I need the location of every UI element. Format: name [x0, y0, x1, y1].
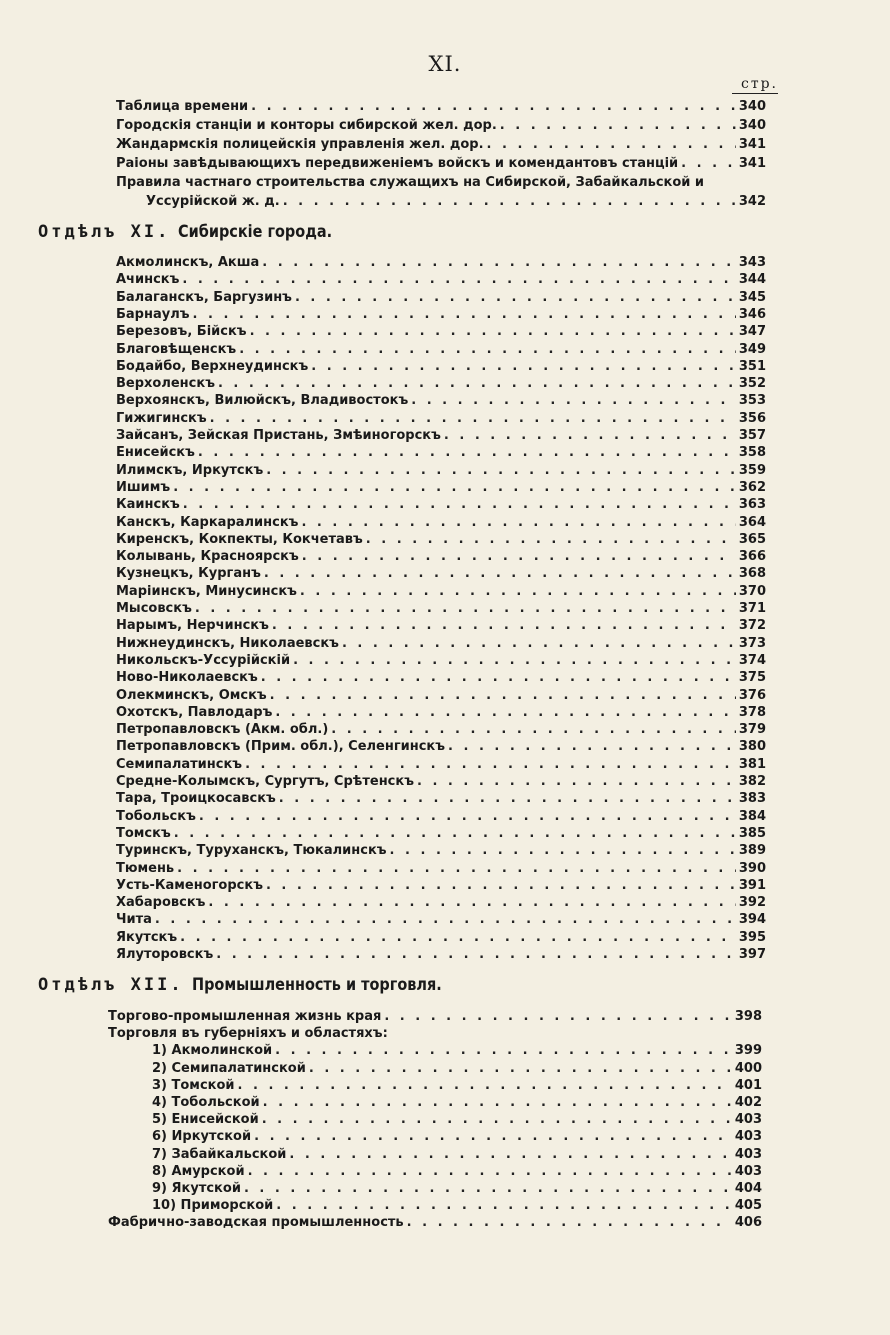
toc-entry-page: 399	[734, 1043, 762, 1059]
dot-leader	[254, 1128, 732, 1146]
toc-entry	[116, 687, 766, 705]
toc-entry	[116, 358, 766, 376]
toc-entry-page: 398	[734, 1009, 762, 1024]
toc-entry-page: 373	[738, 635, 766, 651]
toc-entry-title: Гижигинскъ	[116, 410, 207, 426]
toc-entry-title: Благовѣщенскъ	[116, 341, 237, 357]
dot-leader	[195, 600, 736, 618]
toc-entry-title: Якутскъ	[116, 929, 178, 945]
toc-entry	[116, 652, 766, 670]
toc-entry	[152, 1128, 762, 1146]
toc-entry-page: 403	[734, 1146, 762, 1162]
toc-entry	[116, 617, 766, 635]
toc-entry	[116, 756, 766, 774]
toc-entry	[152, 1163, 762, 1181]
toc-entry-page: 344	[738, 272, 766, 288]
toc-entry-page: 403	[734, 1129, 762, 1145]
toc-entry-title: Фабрично-заводская промышленность	[108, 1215, 404, 1231]
toc-entry-title: Ялуторовскъ	[116, 947, 214, 962]
toc-entry-title: Киренскъ, Кокпекты, Кокчетавъ	[116, 531, 363, 547]
toc-entry	[116, 704, 766, 722]
dot-leader	[216, 946, 736, 964]
dot-leader	[681, 155, 736, 173]
toc-entry-title: Средне-Колымскъ, Сургутъ, Срѣтенскъ	[116, 774, 414, 789]
toc-entry-title: Туринскъ, Туруханскъ, Тюкалинскъ	[116, 843, 387, 859]
dot-leader	[218, 375, 736, 393]
toc-entry-title: Таблица времени	[116, 99, 249, 114]
section-11-title: Сибирскіе города.	[178, 222, 333, 242]
toc-entry-title: Тюмень	[116, 860, 175, 876]
toc-entry	[116, 117, 766, 135]
dot-leader	[182, 271, 735, 289]
dot-leader	[309, 1060, 732, 1078]
toc-entry-title: Ишимъ	[116, 479, 171, 495]
toc-entry-title: Тобольскъ	[116, 808, 196, 824]
toc-entry-title: Торговля въ губерніяхъ и областяхъ:	[108, 1026, 388, 1042]
toc-entry-title: Никольскъ-Уссурійскій	[116, 652, 291, 668]
toc-entry	[116, 306, 766, 324]
toc-entry-page: 366	[738, 549, 766, 565]
toc-entry-title: 8) Амурской	[152, 1163, 245, 1179]
dot-leader	[210, 410, 736, 428]
toc-entry-title: Акмолинскъ, Акша	[116, 255, 260, 270]
toc-entry	[116, 392, 766, 410]
toc-entry	[116, 669, 766, 687]
section-12-title: Промышленность и торговля.	[191, 975, 442, 995]
toc-entry-title: Охотскъ, Павлодаръ	[116, 704, 273, 720]
dot-leader	[266, 462, 736, 480]
toc-entry	[116, 531, 766, 549]
toc-entry-page: 343	[738, 255, 766, 270]
toc-entry	[116, 289, 766, 307]
toc-entry-title: Кузнецкъ, Курганъ	[116, 566, 261, 582]
toc-entry	[116, 825, 766, 843]
toc-entry-title: Семипалатинскъ	[116, 756, 243, 772]
toc-entry-page: 374	[738, 652, 766, 668]
toc-entry-title: Петропавловскъ (Акм. обл.)	[116, 722, 329, 738]
toc-entry	[116, 375, 766, 393]
toc-entry-page: 404	[734, 1181, 762, 1196]
toc-entry	[116, 790, 766, 808]
toc-entry-title: Жандармскія полицейскія управленія жел. дор.	[116, 137, 484, 152]
dot-leader	[331, 721, 736, 739]
toc-entry-title: Маріинскъ, Минусинскъ	[116, 583, 297, 599]
toc-entry	[116, 842, 766, 860]
toc-entry-page: 378	[738, 704, 766, 720]
toc-entry-title: Балаганскъ, Баргузинъ	[116, 289, 292, 305]
toc-entry	[116, 583, 766, 601]
dot-leader	[263, 1094, 732, 1112]
toc-entry-page: 341	[738, 156, 766, 171]
dot-leader	[251, 98, 736, 116]
toc-entry	[116, 548, 766, 566]
toc-entry-title: 4) Тобольской	[152, 1095, 260, 1110]
dot-leader	[198, 444, 736, 462]
toc-entry-page: 357	[738, 428, 766, 443]
toc-entry	[116, 929, 766, 947]
toc-entry-title: 9) Якутской	[152, 1181, 241, 1196]
toc-entry	[116, 860, 766, 878]
dot-leader	[444, 427, 736, 445]
toc-entry	[152, 1060, 762, 1078]
toc-entry	[116, 410, 766, 428]
toc-entry-page: 397	[738, 947, 766, 962]
toc-entry	[116, 946, 766, 964]
dot-leader	[250, 323, 736, 341]
toc-entry-page: 385	[738, 825, 766, 841]
toc-entry	[108, 1008, 762, 1026]
toc-entry-title: 10) Приморской	[152, 1198, 274, 1214]
toc-entry	[152, 1077, 762, 1095]
toc-entry	[152, 1042, 762, 1060]
toc-entry-page: 405	[734, 1198, 762, 1214]
toc-entry	[152, 1094, 762, 1112]
toc-entry-page: 363	[738, 497, 766, 513]
dot-leader	[177, 860, 736, 878]
toc-entry-page: 375	[738, 670, 766, 686]
toc-entry-page: 371	[738, 601, 766, 616]
section-11-label: Отдѣлъ XI.	[38, 222, 171, 242]
dot-leader	[244, 1180, 732, 1198]
toc-entry-page: 340	[738, 118, 766, 133]
toc-entry	[116, 894, 766, 912]
dot-leader	[411, 392, 736, 410]
toc-entry-page: 401	[734, 1077, 762, 1093]
toc-entry-title: Городскія станціи и конторы сибирской жел. дор.	[116, 118, 497, 133]
toc-entry-title: Правила частнаго строительства служащихъ на Сибирской, Забайкальской и	[116, 175, 705, 190]
dot-leader	[279, 790, 736, 808]
toc-entry-page: 365	[738, 531, 766, 547]
dot-leader	[199, 808, 736, 826]
toc-entry-title: Ново-Николаевскъ	[116, 670, 258, 686]
toc-entry	[116, 496, 766, 514]
toc-entry	[116, 341, 766, 359]
toc-entry	[116, 462, 766, 480]
dot-leader	[487, 136, 736, 154]
toc-entry	[116, 877, 766, 895]
toc-entry-title: 7) Забайкальской	[152, 1146, 287, 1162]
dot-leader	[155, 911, 736, 929]
toc-entry-title: Барнаулъ	[116, 306, 190, 322]
page-number: XI.	[428, 52, 462, 76]
dot-leader	[289, 1146, 731, 1164]
toc-entry-title: Бодайбо, Верхнеудинскъ	[116, 358, 309, 374]
toc-entry-page: 376	[738, 687, 766, 703]
toc-entry	[152, 1111, 762, 1129]
toc-entry-page: 391	[738, 877, 766, 893]
toc-entry-page: 390	[738, 860, 766, 876]
dot-leader	[270, 687, 736, 705]
toc-entry-title: 3) Томской	[152, 1077, 235, 1093]
toc-entry	[116, 427, 766, 445]
toc-entry-page: 341	[738, 137, 766, 152]
toc-entry	[116, 323, 766, 341]
toc-entry-title: Олекминскъ, Омскъ	[116, 687, 267, 703]
dot-leader	[266, 877, 736, 895]
section-12-heading	[38, 975, 485, 995]
toc-entry-page: 395	[738, 929, 766, 945]
toc-entry	[116, 738, 766, 756]
dot-leader	[283, 193, 736, 211]
toc-entry-title: Зайсанъ, Зейская Пристань, Змѣиногорскъ	[116, 428, 441, 443]
dot-leader	[275, 704, 736, 722]
dot-leader	[208, 894, 735, 912]
toc-entry	[116, 773, 766, 791]
toc-entry-title: 5) Енисейской	[152, 1112, 259, 1128]
toc-entry-title: Нижнеудинскъ, Николаевскъ	[116, 635, 339, 651]
toc-entry-page: 403	[734, 1163, 762, 1179]
dot-leader	[264, 565, 736, 583]
toc-entry	[116, 600, 766, 618]
toc-entry	[152, 1180, 762, 1198]
toc-entry-title: Каинскъ	[116, 497, 180, 513]
toc-entry-title: Березовъ, Бійскъ	[116, 324, 247, 340]
dot-leader	[293, 652, 736, 670]
dot-leader	[173, 479, 736, 497]
dot-leader	[238, 1077, 732, 1095]
toc-entry-page: 368	[738, 566, 766, 582]
toc-entry-page: 380	[738, 739, 766, 755]
dot-leader	[276, 1197, 732, 1215]
dot-leader	[180, 929, 736, 947]
toc-entry-page: 383	[738, 791, 766, 807]
toc-entry-title: Тара, Троицкосавскъ	[116, 791, 276, 807]
toc-entry	[146, 193, 766, 211]
toc-entry-title: Томскъ	[116, 825, 171, 841]
toc-entry-title: Нарымъ, Нерчинскъ	[116, 618, 269, 634]
dot-leader	[417, 773, 736, 791]
toc-entry-page: 352	[738, 376, 766, 392]
toc-entry-page: 392	[738, 895, 766, 911]
toc-entry-title: 2) Семипалатинской	[152, 1060, 306, 1076]
toc-entry-title: Торгово-промышленная жизнь края	[108, 1009, 382, 1024]
toc-entry	[108, 1025, 762, 1043]
dot-leader	[193, 306, 736, 324]
dot-leader	[407, 1214, 732, 1232]
toc-entry-page: 370	[738, 583, 766, 599]
toc-entry-title: Верхоленскъ	[116, 376, 215, 392]
toc-entry-title: 1) Акмолинской	[152, 1043, 273, 1059]
dot-leader	[302, 548, 736, 566]
toc-entry-page: 362	[738, 479, 766, 495]
dot-leader	[245, 756, 736, 774]
toc-entry-title: Мысовскъ	[116, 601, 192, 616]
toc-entry-page: 381	[738, 756, 766, 772]
toc-entry-page: 347	[738, 324, 766, 340]
dot-leader	[174, 825, 736, 843]
toc-entry-page: 406	[734, 1215, 762, 1231]
toc-entry-title: Ачинскъ	[116, 272, 180, 288]
toc-entry-page: 394	[738, 912, 766, 928]
dot-leader	[300, 583, 736, 601]
dot-leader	[261, 669, 736, 687]
toc-entry	[116, 254, 766, 272]
toc-entry-page: 346	[738, 306, 766, 322]
toc-entry-page: 402	[734, 1095, 762, 1110]
toc-entry-page: 356	[738, 410, 766, 426]
toc-entry-page: 364	[738, 514, 766, 530]
dot-leader	[384, 1008, 732, 1026]
toc-entry-title: Раіоны завѣдывающихъ передвиженіемъ войскъ и комендантовъ станцій	[116, 156, 679, 171]
section-11-heading	[38, 222, 360, 242]
toc-entry-title: Колывань, Красноярскъ	[116, 549, 299, 565]
toc-entry-page: 340	[738, 99, 766, 114]
toc-entry	[116, 808, 766, 826]
dot-leader	[262, 254, 736, 272]
dot-leader	[311, 358, 736, 376]
dot-leader	[275, 1042, 732, 1060]
toc-entry-title: 6) Иркутской	[152, 1129, 252, 1145]
dot-leader	[500, 117, 736, 135]
dot-leader	[390, 842, 736, 860]
toc-entry-title: Енисейскъ	[116, 445, 195, 461]
dot-leader	[342, 635, 736, 653]
toc-entry	[116, 911, 766, 929]
toc-entry-page: 358	[738, 445, 766, 461]
toc-entry-page: 389	[738, 843, 766, 859]
toc-entry-page: 384	[738, 808, 766, 824]
dot-leader	[295, 289, 736, 307]
toc-entry	[116, 271, 766, 289]
dot-leader	[248, 1163, 732, 1181]
toc-entry-page: 379	[738, 722, 766, 738]
toc-entry	[116, 98, 766, 116]
toc-entry-page: 349	[738, 341, 766, 357]
toc-entry-title: Верхоянскъ, Вилюйскъ, Владивостокъ	[116, 393, 409, 409]
toc-entry-page: 403	[734, 1112, 762, 1128]
toc-entry-page: 372	[738, 618, 766, 634]
toc-entry	[152, 1197, 762, 1215]
toc-entry-page: 382	[738, 774, 766, 789]
toc-entry-title: Усть-Каменогорскъ	[116, 877, 263, 893]
toc-entry-title: Чита	[116, 912, 152, 928]
toc-entry	[116, 565, 766, 583]
dot-leader	[448, 738, 736, 756]
dot-leader	[183, 496, 736, 514]
toc-entry	[152, 1146, 762, 1164]
toc-entry-page: 353	[738, 393, 766, 409]
toc-entry-page: 400	[734, 1060, 762, 1076]
toc-entry-page: 359	[738, 462, 766, 478]
toc-entry	[116, 155, 766, 173]
toc-entry-page: 345	[738, 289, 766, 305]
toc-entry-title: Илимскъ, Иркутскъ	[116, 462, 264, 478]
toc-entry	[116, 444, 766, 462]
dot-leader	[262, 1111, 732, 1129]
page-column-header: стр.	[732, 76, 778, 94]
toc-entry	[116, 514, 766, 532]
dot-leader	[239, 341, 736, 359]
toc-entry	[108, 1214, 762, 1232]
toc-entry-page: 351	[738, 358, 766, 374]
toc-entry-title: Хабаровскъ	[116, 895, 206, 911]
toc-entry	[116, 479, 766, 497]
toc-entry-page: 342	[738, 194, 766, 209]
dot-leader	[272, 617, 736, 635]
toc-entry	[116, 721, 766, 739]
dot-leader	[366, 531, 736, 549]
toc-entry	[116, 635, 766, 653]
dot-leader	[301, 514, 735, 532]
toc-entry-title: Канскъ, Каркаралинскъ	[116, 514, 299, 530]
toc-entry	[116, 136, 766, 154]
section-12-label: Отдѣлъ XII.	[38, 975, 184, 995]
toc-entry-title: Петропавловскъ (Прим. обл.), Селенгинскъ	[116, 739, 446, 755]
toc-entry-title: Уссурійской ж. д.	[146, 194, 280, 209]
